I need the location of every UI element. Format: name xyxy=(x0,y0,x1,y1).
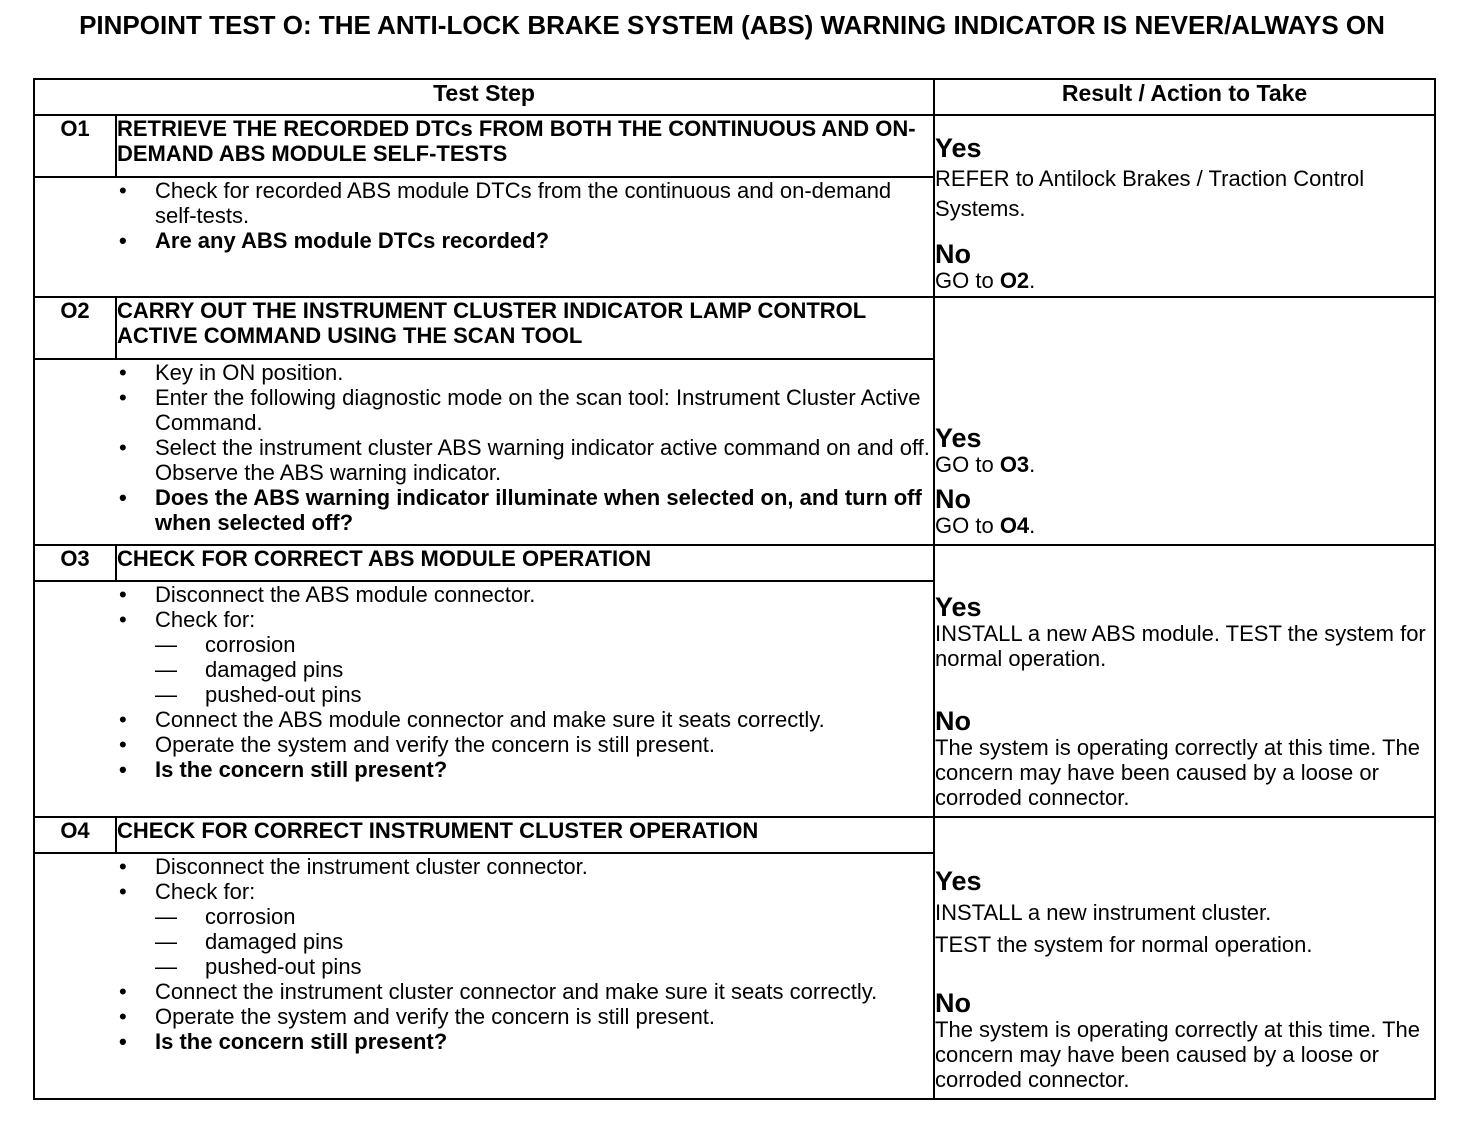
no-label: No xyxy=(935,239,972,269)
yes-action: GO to O3. xyxy=(935,452,1036,477)
step-number: O3 xyxy=(34,545,116,581)
step-heading: CARRY OUT THE INSTRUMENT CLUSTER INDICATOR LAMP CONTROL ACTIVE COMMAND USING THE SCAN TOOL xyxy=(116,297,934,359)
list-item: • Check for recorded ABS module DTCs from the continuous and on-demand self-tests. xyxy=(35,178,933,228)
step-o2-result xyxy=(934,297,1435,545)
header-result-action: Result / Action to Take xyxy=(934,79,1435,115)
step-heading: CHECK FOR CORRECT ABS MODULE OPERATION xyxy=(116,545,934,581)
no-action: GO to O4. xyxy=(935,513,1036,538)
check-item: — pushed-out pins xyxy=(155,954,933,979)
list-item: • Check for: — corrosion — damaged pins — pushed-out pins xyxy=(35,607,933,707)
check-item: — damaged pins xyxy=(155,657,933,682)
pinpoint-test-table xyxy=(33,78,1436,1100)
step-question: • Is the concern still present? xyxy=(35,1029,933,1054)
check-item: — pushed-out pins xyxy=(155,682,933,707)
step-o1-result xyxy=(934,115,1435,297)
step-question: • Does the ABS warning indicator illuminate when selected on, and turn off when selected off? xyxy=(35,485,933,535)
step-number: O1 xyxy=(34,115,116,177)
yes-label: Yes xyxy=(935,592,982,622)
step-body xyxy=(34,581,934,817)
list-item: • Connect the ABS module connector and make sure it seats correctly. xyxy=(35,707,933,732)
step-o4-heading-row xyxy=(34,817,1435,853)
step-heading: CHECK FOR CORRECT INSTRUMENT CLUSTER OPERATION xyxy=(116,817,934,853)
list-item: • Disconnect the instrument cluster connector. xyxy=(35,854,933,879)
list-item: • Operate the system and verify the concern is still present. xyxy=(35,1004,933,1029)
no-label: No xyxy=(935,706,972,736)
list-item: • Disconnect the ABS module connector. xyxy=(35,582,933,607)
list-item: • Operate the system and verify the concern is still present. xyxy=(35,732,933,757)
check-item: — corrosion xyxy=(155,632,933,657)
check-item: — corrosion xyxy=(155,904,933,929)
check-item: — damaged pins xyxy=(155,929,933,954)
step-body xyxy=(34,359,934,545)
yes-action: INSTALL a new instrument cluster. xyxy=(935,900,1272,925)
goto-o3-link: O3 xyxy=(999,452,1030,477)
yes-label: Yes xyxy=(935,423,982,453)
yes-action-2: TEST the system for normal operation. xyxy=(935,932,1313,957)
yes-action: REFER to Antilock Brakes / Traction Control Systems. xyxy=(935,166,1365,221)
no-action: The system is operating correctly at this time. The concern may have been caused by a loose or corroded connector. xyxy=(935,735,1421,810)
no-action: The system is operating correctly at this time. The concern may have been caused by a loose or corroded connector. xyxy=(935,1017,1421,1092)
header-test-step: Test Step xyxy=(34,79,934,115)
header-row xyxy=(34,79,1435,115)
list-item: • Connect the instrument cluster connector and make sure it seats correctly. xyxy=(35,979,933,1004)
step-question: • Are any ABS module DTCs recorded? xyxy=(35,228,933,253)
list-item: • Key in ON position. xyxy=(35,360,933,385)
yes-label: Yes xyxy=(935,866,982,896)
step-o3-heading-row xyxy=(34,545,1435,581)
step-body xyxy=(34,853,934,1099)
goto-o4-link: O4 xyxy=(999,513,1030,538)
step-number: O4 xyxy=(34,817,116,853)
yes-action: INSTALL a new ABS module. TEST the system for normal operation. xyxy=(935,621,1426,671)
step-o3-result xyxy=(934,545,1435,817)
step-o2-heading-row xyxy=(34,297,1435,359)
step-question: • Is the concern still present? xyxy=(35,757,933,782)
page-title: PINPOINT TEST O: THE ANTI-LOCK BRAKE SYSTEM (ABS) WARNING INDICATOR IS NEVER/ALWAYS ON xyxy=(79,10,1385,40)
step-body xyxy=(34,177,934,297)
step-o1-heading-row xyxy=(34,115,1435,177)
no-label: No xyxy=(935,988,972,1018)
step-o4-result xyxy=(934,817,1435,1099)
list-item: • Enter the following diagnostic mode on the scan tool: Instrument Cluster Active Command. xyxy=(35,385,933,435)
list-item: • Check for: — corrosion — damaged pins — pushed-out pins xyxy=(35,879,933,979)
no-label: No xyxy=(935,484,972,514)
step-number: O2 xyxy=(34,297,116,359)
check-list xyxy=(155,904,933,979)
step-heading: RETRIEVE THE RECORDED DTCs FROM BOTH THE CONTINUOUS AND ON-DEMAND ABS MODULE SELF-TESTS xyxy=(116,115,934,177)
list-item: • Select the instrument cluster ABS warning indicator active command on and off. Observe the ABS warning indicator. xyxy=(35,435,933,485)
yes-label: Yes xyxy=(935,133,982,163)
goto-o2-link: O2 xyxy=(999,268,1030,293)
check-list xyxy=(155,632,933,707)
no-action: GO to O2. xyxy=(935,268,1036,293)
